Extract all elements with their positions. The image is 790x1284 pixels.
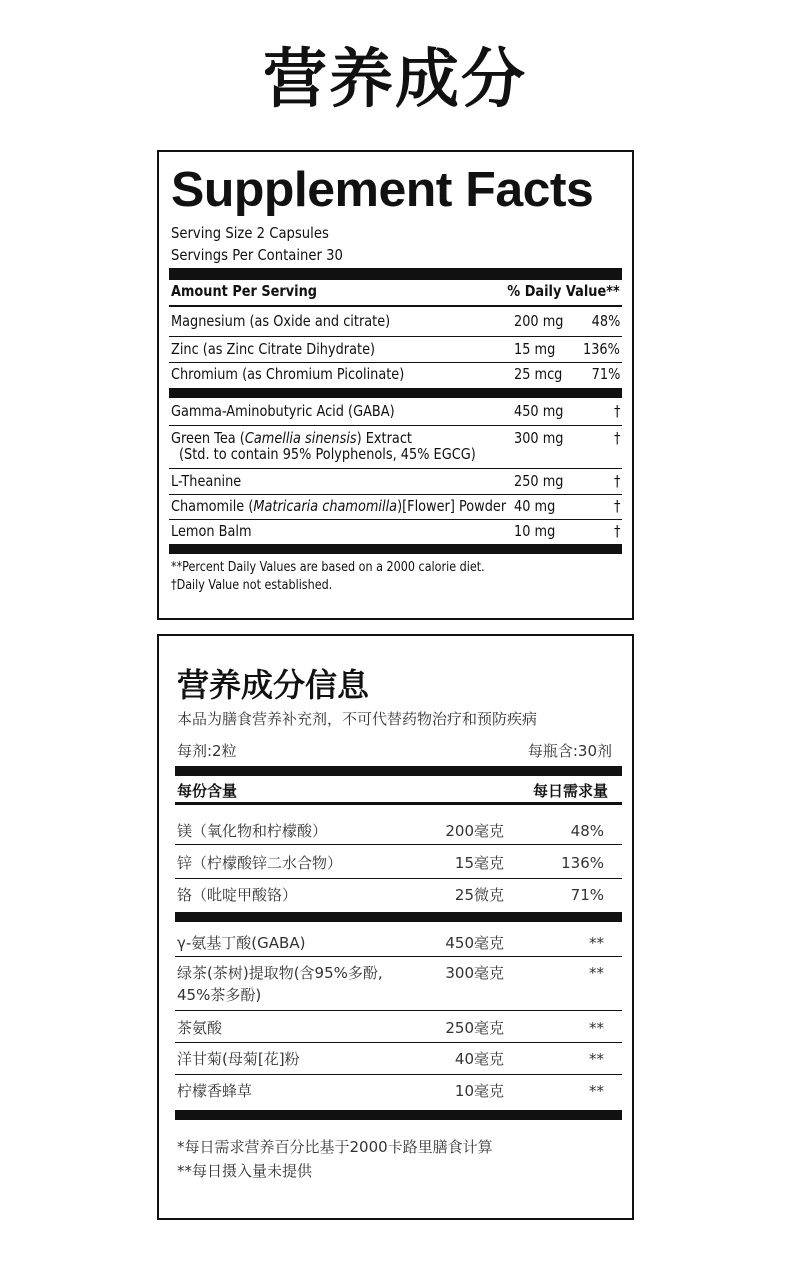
ingredient-name-line2: 45%茶多酚) (177, 986, 262, 1004)
cn-header-amount: 每份含量 (177, 782, 238, 800)
table-row (171, 522, 620, 544)
nutrient-amount: 25 mcg (514, 365, 563, 383)
nutrient-dv: 48% (570, 822, 604, 840)
ingredient-name: L-Theanine (171, 472, 242, 490)
cn-per-bottle: 每瓶含:30剂 (527, 742, 612, 760)
header-amount: Amount Per Serving (171, 282, 318, 300)
divider (175, 1010, 622, 1011)
cn-serving: 每剂:2粒 (177, 742, 237, 760)
thick-divider (175, 912, 622, 922)
header-daily-value: % Daily Value** (507, 282, 620, 300)
supplement-facts-panel (157, 150, 634, 620)
nutrient-dv: 71% (591, 365, 620, 383)
divider (175, 1074, 622, 1075)
ingredient-dv: ** (589, 1050, 604, 1068)
nutrient-dv: 136% (583, 340, 620, 358)
footnote-daily-value: **Percent Daily Values are based on a 2000 calorie diet. (171, 560, 485, 575)
ingredient-name: Gamma-Aminobutyric Acid (GABA) (171, 402, 395, 420)
divider (169, 468, 622, 469)
nutrient-name: 锌（柠檬酸锌二水合物） (177, 854, 343, 872)
divider (169, 494, 622, 495)
cn-subtitle: 本品为膳食营养补充剂，不可代替药物治疗和预防疾病 (177, 710, 538, 728)
nutrient-amount: 15 mg (514, 340, 556, 358)
divider (169, 362, 622, 363)
ingredient-amount: 250 mg (514, 472, 564, 490)
nutrient-name: Magnesium (as Oxide and citrate) (171, 312, 391, 330)
ingredient-name: γ-氨基丁酸(GABA) (177, 934, 306, 952)
ingredient-name-line2: (Std. to contain 95% Polyphenols, 45% EGCG) (179, 445, 476, 463)
table-row (171, 472, 620, 494)
ingredient-amount: 300 mg (514, 429, 564, 447)
divider (175, 956, 622, 957)
table-row (171, 429, 620, 469)
nutrient-dv: 136% (561, 854, 604, 872)
thick-divider (169, 544, 622, 554)
table-row (177, 962, 614, 1010)
ingredient-dv: † (613, 429, 620, 447)
ingredient-name: 绿茶(茶树)提取物(含95%多酚, (177, 964, 383, 982)
ingredient-name: 洋甘菊(母菊[花]粉 (177, 1050, 300, 1068)
nutrient-dv: 71% (570, 886, 604, 904)
ingredient-dv: † (613, 472, 620, 490)
ingredient-dv: ** (589, 934, 604, 952)
thick-divider (175, 766, 622, 776)
nutrient-amount: 200毫克 (445, 822, 504, 840)
table-header (171, 282, 620, 304)
ingredient-dv: † (613, 497, 620, 515)
ingredient-name: Green Tea (Camellia sinensis) Extract (171, 429, 412, 447)
nutrient-name: 镁（氧化物和柠檬酸） (177, 822, 328, 840)
divider (169, 519, 622, 520)
nutrient-amount: 200 mg (514, 312, 564, 330)
table-row (171, 497, 620, 519)
ingredient-amount: 250毫克 (445, 1019, 504, 1037)
table-row (171, 312, 620, 334)
divider (175, 1042, 622, 1043)
nutrient-amount: 15毫克 (454, 854, 504, 872)
ingredient-dv: ** (589, 1082, 604, 1100)
cn-footnote-1: *每日需求营养百分比基于2000卡路里膳食计算 (177, 1138, 493, 1156)
ingredient-dv: ** (589, 1019, 604, 1037)
divider (169, 336, 622, 337)
divider (175, 878, 622, 879)
ingredient-name: Lemon Balm (171, 522, 252, 540)
divider (169, 425, 622, 426)
nutrient-name: 铬（吡啶甲酸铬） (177, 886, 298, 904)
table-row (171, 340, 620, 362)
thick-divider (169, 268, 622, 280)
ingredient-name: 柠檬香蜂草 (177, 1082, 253, 1100)
cn-header-dv: 每日需求量 (532, 782, 608, 800)
ingredient-dv: † (613, 522, 620, 540)
divider (169, 305, 622, 307)
ingredient-amount: 40毫克 (454, 1050, 504, 1068)
ingredient-amount: 10毫克 (454, 1082, 504, 1100)
ingredient-amount: 10 mg (514, 522, 556, 540)
table-row (171, 402, 620, 424)
thick-divider (169, 388, 622, 398)
divider (175, 802, 622, 805)
footnote-not-established: †Daily Value not established. (171, 578, 333, 593)
table-row (171, 365, 620, 387)
ingredient-amount: 450 mg (514, 402, 564, 420)
divider (175, 844, 622, 845)
ingredient-dv: † (613, 402, 620, 420)
supplement-facts-title: Supplement Facts (171, 163, 594, 217)
ingredient-amount: 450毫克 (445, 934, 504, 952)
thick-divider (175, 1110, 622, 1120)
serving-size: Serving Size 2 Capsules (171, 224, 329, 242)
ingredient-name: Chamomile (Matricaria chamomilla)[Flower] Powder (171, 497, 507, 515)
cn-title: 营养成分信息 (177, 666, 370, 704)
nutrient-name: Zinc (as Zinc Citrate Dihydrate) (171, 340, 376, 358)
servings-per-container: Servings Per Container 30 (171, 246, 343, 264)
nutrient-dv: 48% (591, 312, 620, 330)
ingredient-dv: ** (589, 964, 604, 982)
ingredient-amount: 300毫克 (445, 964, 504, 982)
cn-footnote-2: **每日摄入量未提供 (177, 1162, 313, 1180)
nutrient-amount: 25微克 (454, 886, 504, 904)
ingredient-amount: 40 mg (514, 497, 556, 515)
chinese-nutrition-panel (157, 634, 634, 1220)
ingredient-name: 茶氨酸 (177, 1019, 223, 1037)
page-title: 营养成分 (263, 43, 527, 117)
nutrient-name: Chromium (as Chromium Picolinate) (171, 365, 405, 383)
